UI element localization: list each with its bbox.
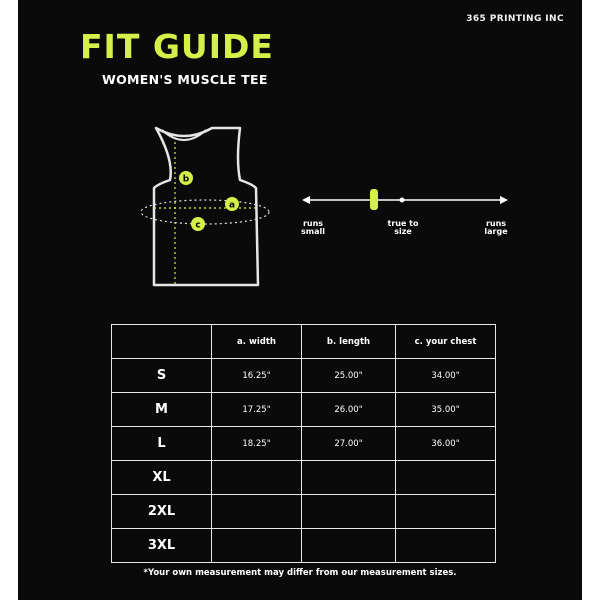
fit-scale (300, 182, 510, 252)
marker-a-label: a (228, 200, 236, 211)
table-header-cell: c. your chest (396, 325, 496, 359)
length-cell (302, 529, 396, 563)
muscle-tee-diagram (118, 120, 288, 290)
table-header-row (112, 325, 496, 359)
width-cell: 17.25" (212, 393, 302, 427)
size-label: 3XL (112, 529, 212, 563)
measurement-footnote: *Your own measurement may differ from our measurement sizes. (143, 568, 457, 578)
chest-cell (396, 495, 496, 529)
table-header-cell (112, 325, 212, 359)
arrow-left-icon (302, 196, 310, 204)
table-row (112, 495, 496, 529)
true-to-size-dot (400, 198, 405, 203)
table-row (112, 529, 496, 563)
true-to-size-label: true to size (387, 219, 419, 237)
page-subtitle: WOMEN'S MUSCLE TEE (102, 72, 268, 87)
length-cell: 26.00" (302, 393, 396, 427)
chest-cell: 35.00" (396, 393, 496, 427)
length-cell: 25.00" (302, 359, 396, 393)
arrow-right-icon (500, 196, 508, 204)
runs-small-label: runs small (301, 219, 325, 237)
table-row (112, 461, 496, 495)
length-cell (302, 461, 396, 495)
width-cell (212, 495, 302, 529)
size-label: XL (112, 461, 212, 495)
chest-cell: 36.00" (396, 427, 496, 461)
width-cell: 16.25" (212, 359, 302, 393)
fit-indicator (370, 189, 378, 210)
chest-measure-ellipse (141, 200, 269, 224)
width-cell: 18.25" (212, 427, 302, 461)
size-label: M (112, 393, 212, 427)
size-chart-table (111, 324, 496, 563)
width-cell (212, 529, 302, 563)
table-row (112, 427, 496, 461)
page-title: FIT GUIDE (80, 27, 274, 66)
table-header-cell: a. width (212, 325, 302, 359)
chest-cell: 34.00" (396, 359, 496, 393)
size-label: 2XL (112, 495, 212, 529)
size-label: L (112, 427, 212, 461)
marker-c-label: c (195, 220, 201, 231)
length-cell: 27.00" (302, 427, 396, 461)
marker-b-label: b (182, 174, 190, 185)
length-cell (302, 495, 396, 529)
table-row (112, 359, 496, 393)
fit-guide-card (18, 0, 582, 600)
runs-large-label: runs large (484, 219, 508, 237)
chest-cell (396, 529, 496, 563)
tee-outline (154, 128, 258, 285)
table-header-cell: b. length (302, 325, 396, 359)
fit-scale-arrow (300, 182, 510, 212)
width-cell (212, 461, 302, 495)
size-label: S (112, 359, 212, 393)
brand-name: 365 PRINTING INC (466, 14, 564, 24)
chest-cell (396, 461, 496, 495)
table-row (112, 393, 496, 427)
